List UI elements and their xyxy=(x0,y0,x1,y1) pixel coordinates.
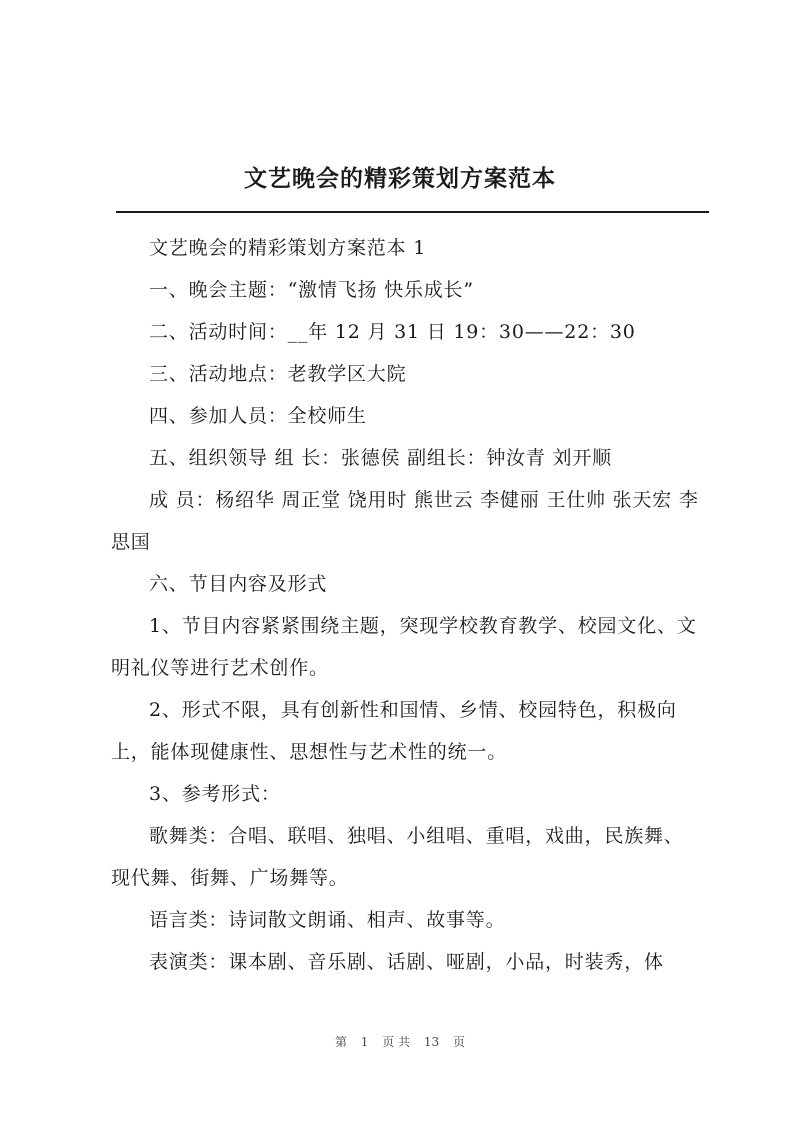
paragraph-members: 成 员：杨绍华 周正堂 饶用时 熊世云 李健丽 王仕帅 张天宏 李思国 xyxy=(111,489,699,553)
paragraph-program-section: 六、节目内容及形式 xyxy=(149,573,328,595)
document-body xyxy=(111,227,703,983)
footer-page-number: 1 xyxy=(360,1035,369,1049)
paragraph-leadership: 五、组织领导 组 长：张德侯 副组长：钟汝青 刘开顺 xyxy=(149,447,612,469)
footer-total-pages: 13 xyxy=(423,1035,440,1049)
footer-suffix: 页 xyxy=(453,1035,466,1049)
paragraph-language: 语言类：诗词散文朗诵、相声、故事等。 xyxy=(149,909,506,931)
paragraph-song-dance: 歌舞类：合唱、联唱、独唱、小组唱、重唱，戏曲，民族舞、现代舞、街舞、广场舞等。 xyxy=(111,825,684,889)
paragraph-theme: 一、晚会主题：“激情飞扬 快乐成长” xyxy=(149,279,474,301)
footer-prefix: 第 xyxy=(334,1035,347,1049)
paragraph-reference-forms: 3、参考形式： xyxy=(149,783,281,805)
paragraph-program-content: 1、节目内容紧紧围绕主题，突现学校教育教学、校园文化、文明礼仪等进行艺术创作。 xyxy=(111,615,697,679)
title-divider xyxy=(116,211,709,213)
paragraph-location: 三、活动地点：老教学区大院 xyxy=(149,363,407,385)
footer-middle: 页 共 xyxy=(382,1035,411,1049)
paragraph-program-form: 2、形式不限，具有创新性和国情、乡情、校园特色，积极向上，能体现健康性、思想性与艺术性的统一。 xyxy=(111,699,677,763)
paragraph-participants: 四、参加人员：全校师生 xyxy=(149,405,367,427)
document-title: 文艺晚会的精彩策划方案范本 xyxy=(244,165,556,192)
paragraph-performance: 表演类：课本剧、音乐剧、话剧、哑剧，小品，时装秀，体 xyxy=(149,951,664,973)
paragraph-time: 二、活动时间：__年 12 月 31 日 19：30——22：30 xyxy=(149,321,636,343)
paragraph-heading: 文艺晚会的精彩策划方案范本 1 xyxy=(149,237,427,259)
page-footer xyxy=(0,1033,800,1050)
